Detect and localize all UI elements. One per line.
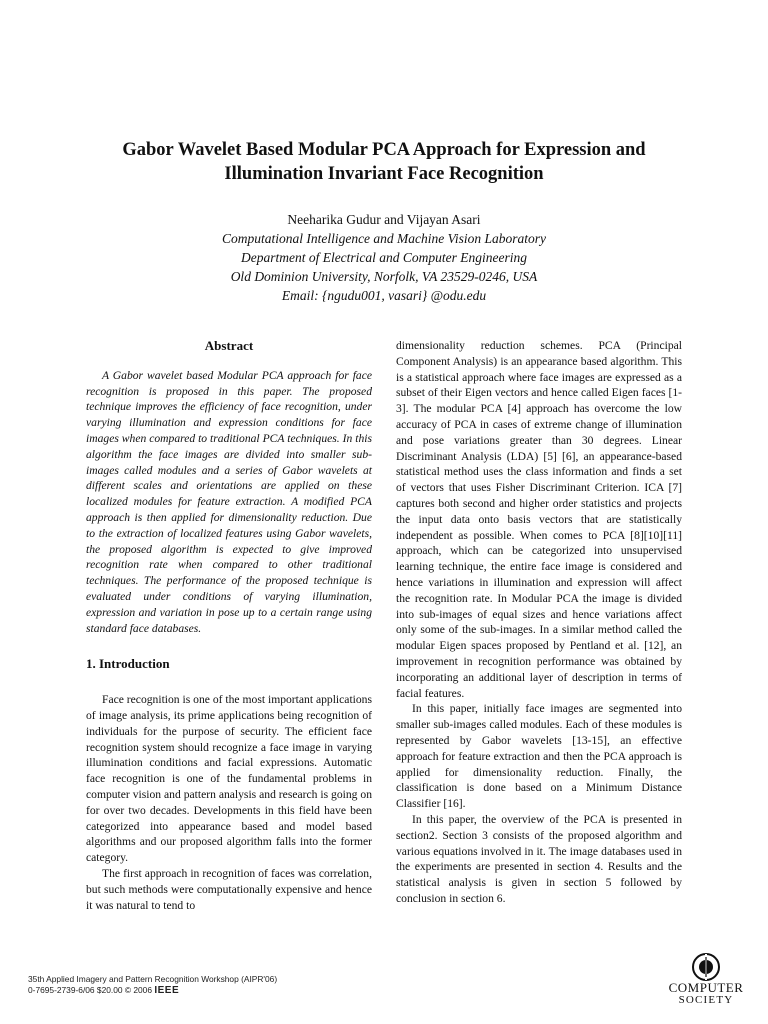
right-column: [396, 338, 682, 907]
title-line-2: Illumination Invariant Face Recognition: [224, 164, 544, 184]
introduction-heading: 1. Introduction: [86, 656, 170, 672]
abstract-text: A Gabor wavelet based Modular PCA approach for face recognition is proposed in this paper. The proposed technique improves the efficiency of face recognition, under varying illumination and expression conditions for face images when compared to traditional PCA techniques. In this algorithm the face images are divided into smaller sub-images called modules and a series of Gabor wavelets at different scales and orientations are applied on these localized modules for feature extraction. A modified PCA approach is then applied for dimensionality reduction. Due to the extraction of localized features using Gabor wavelets, the proposed algorithm is expected to give improved recognition rate when compared to other traditional techniques. The performance of the proposed technique is evaluated under conditions of varying illumination, expression and variation in pose up to a certain range using standard face databases.: [86, 368, 372, 635]
computer-society-logo-icon: [691, 952, 721, 982]
author-names: Neeharika Gudur and Vijayan Asari: [287, 212, 481, 227]
left-column: [86, 338, 372, 913]
title-line-1: Gabor Wavelet Based Modular PCA Approach for Expression and: [122, 140, 646, 160]
introduction-paragraph-2: The first approach in recognition of faces was correlation, but such methods were computationally expensive and hence it was natural to tend to: [86, 866, 372, 912]
affiliation-university: Old Dominion University, Norfolk, VA 23529-0246, USA: [230, 269, 538, 284]
logo-text-society: SOCIETY: [678, 994, 734, 1006]
ieee-logo: IEEE: [154, 985, 180, 996]
author-email: Email: {ngudu001, vasari} @odu.edu: [281, 288, 487, 303]
footer-workshop: 35th Applied Imagery and Pattern Recognition Workshop (AIPR'06): [28, 974, 278, 984]
right-paragraph-3: In this paper, the overview of the PCA is presented in section2. Section 3 consists of the proposed algorithm and various equations involved in it. The image databases used in the experiments are presented in section 4. Results and the statistical analysis is given in section 5 followed by conclusion in section 6.: [396, 812, 682, 905]
footer-copyright: 0-7695-2739-6/06 $20.00 © 2006: [28, 985, 152, 995]
affiliation-department: Department of Electrical and Computer Engineering: [240, 250, 528, 265]
author-block: [40, 210, 728, 305]
introduction-paragraph-1: Face recognition is one of the most important applications of image analysis, its prime applications being recognition of individuals for the purpose of security. The efficient face recognition system should recognize a face image in varying illumination conditions and facial expressions. Automatic face recognition is one of the fundamental problems in computer vision and pattern analysis and research is going on for over two decades. Developments in this field have been categorized into appearance based and model based algorithms and our proposed algorithm falls into the former category.: [86, 693, 372, 865]
logo-text-computer: COMPUTER: [668, 980, 744, 995]
affiliation-lab: Computational Intelligence and Machine Vision Laboratory: [221, 231, 547, 246]
right-paragraph-2: In this paper, initially face images are segmented into smaller sub-images called modules. Each of these modules is represented by Gabor wavelets [13-15], an effective approach for feature extraction and then the PCA approach is applied for dimensionality reduction. Finally, the classification is done based on a Minimum Distance Classifier [16].: [396, 702, 682, 811]
paper-title: [40, 138, 728, 186]
computer-society-logo: [664, 952, 748, 1006]
abstract-heading: Abstract: [204, 338, 254, 353]
page-footer: [28, 974, 277, 996]
right-paragraph-1: dimensionality reduction schemes. PCA (Principal Component Analysis) is an appearance based algorithm. This is a statistical approach where face images are expressed as a subset of their Eigen vectors and hence called Eigen faces [1-3]. The modular PCA [4] approach has overcome the low accuracy of PCA in cases of extreme change of illumination and pose variations greater than 30 degrees. Linear Discriminant Analysis (LDA) [5] [6], an appearance-based statistical method uses the class information and finds a set of vectors that uses Fisher Discriminant Criterion. ICA [7] captures both second and higher order statistics and projects the input data onto basis vectors that are statistically independent as possible. When comes to PCA [8][10][11] approach, which can be categorized into unsupervised learning technique, the entire face image is considered and hence variations in illumination and expression will affect the recognition rate. In Modular PCA the image is divided into sub-images of equal sizes and hence variations affect only some of the sub-images. In a similar method called the modular Eigen spaces proposed by Pentland et al. [12], an improvement in recognition performance was obtained by incorporating an additional layer of description in terms of facial features.: [396, 339, 682, 700]
